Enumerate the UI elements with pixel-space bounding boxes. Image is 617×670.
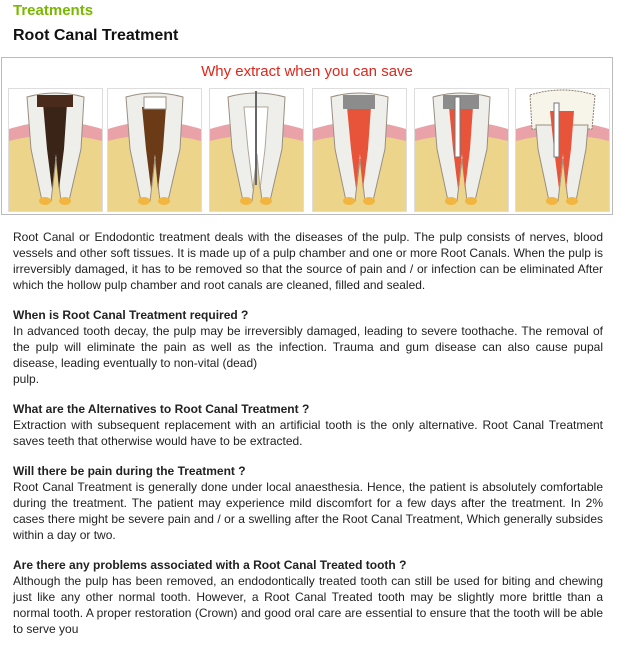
article-content [13, 229, 603, 637]
stage-cleaned-canals [209, 88, 304, 212]
filled-canals-illustration [313, 89, 406, 211]
faq-question-problems: Are there any problems associated with a Root Canal Treated tooth ? [13, 558, 407, 572]
intro-paragraph: Root Canal or Endodontic treatment deals with the diseases of the pulp. The pulp consists of nerves, blood vessels and other soft tissues. It is made up of a pulp chamber and one or more Root Canals. When the pulp is irreversibly damaged, it has to be removed so that the source of pain and / or infection can be eliminated After which the hollow pulp chamber and root canals are cleaned, filled and sealed. [13, 230, 603, 292]
section-title: Treatments [13, 2, 94, 19]
faq-answer-alternatives: Extraction with subsequent replacement with an artificial tooth is the only alternative. Root Canal Treatment saves teeth that otherwise would have to be extracted. [13, 418, 603, 448]
crown-restored-illustration [516, 89, 609, 211]
stage-decayed-tooth [8, 88, 103, 212]
cleaned-canals-illustration [210, 89, 303, 211]
post-placed-illustration [415, 89, 508, 211]
faq-question-required: When is Root Canal Treatment required ? [13, 308, 249, 322]
stage-crown-restored [515, 88, 610, 212]
faq-question-pain: Will there be pain during the Treatment ? [13, 464, 246, 478]
decayed-tooth-illustration [9, 89, 102, 211]
stage-filled-canals [312, 88, 407, 212]
stage-infected-pulp [107, 88, 202, 212]
page-title: Root Canal Treatment [13, 27, 179, 44]
banner-caption: Why extract when you can save [201, 63, 413, 80]
faq-answer-pain: Root Canal Treatment is generally done under local anaesthesia. Hence, the patient is absolutely comfortable during the treatment. The patient may experience mild discomfort for a few days after the treatment. In 2% cases there might be severe pain and / or a swelling after the Root Canal Treatment, Which generally subsides within a day or two. [13, 480, 603, 542]
faq-answer-required-tail: pulp. [13, 372, 40, 386]
infected-pulp-illustration [108, 89, 201, 211]
faq-question-alternatives: What are the Alternatives to Root Canal Treatment ? [13, 402, 310, 416]
stage-post-placed [414, 88, 509, 212]
faq-answer-problems: Although the pulp has been removed, an endodontically treated tooth can still be used for biting and chewing just like any other normal tooth. However, a Root Canal Treated tooth may be slightly more brittle than a normal tooth. A proper restoration (Crown) and good oral care are essential to ensure that the tooth will be able to serve you [13, 574, 603, 636]
root-canal-stages-banner [1, 57, 613, 215]
faq-answer-required: In advanced tooth decay, the pulp may be irreversibly damaged, leading to severe toothache. The removal of the pulp will eliminate the pain as well as the infection. Trauma and gum disease can also cause pupal disease, leading eventually to non-vital (dead) [13, 324, 603, 370]
